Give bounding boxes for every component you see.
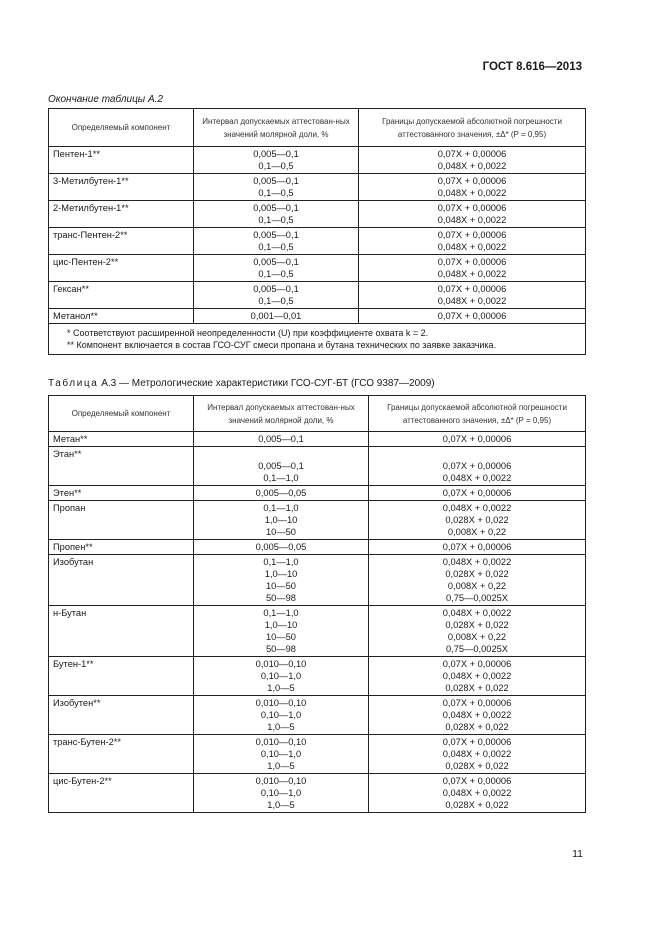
- error-cell: [369, 555, 586, 606]
- component-name: 3-Метилбутен-1**: [53, 176, 129, 186]
- interval-value: 0,005—0,1: [253, 230, 299, 240]
- error-value: 0,048X + 0,0022: [442, 608, 512, 618]
- error-value: 0,07X + 0,00006: [437, 230, 507, 240]
- interval-value: 0,005—0,1: [253, 203, 299, 213]
- component-name: Пропен**: [53, 542, 93, 552]
- table-row: [49, 696, 586, 735]
- component-name: Гексан**: [53, 284, 89, 294]
- interval-value: 0,010—0,10: [255, 698, 307, 708]
- component-name: цис-Бутен-2**: [53, 776, 112, 786]
- error-value: 0,028X + 0,022: [445, 722, 509, 732]
- table-row: [49, 606, 586, 657]
- interval-value: 0,1—1,0: [263, 503, 299, 513]
- error-value: 0,07X + 0,00006: [442, 488, 512, 498]
- error-value: 0,048X + 0,0022: [442, 503, 512, 513]
- interval-value: 0,1—1,0: [263, 473, 299, 483]
- component-name-cell: [49, 735, 194, 774]
- document-id: ГОСТ 8.616—2013: [482, 61, 582, 73]
- component-name-cell: [49, 606, 194, 657]
- interval-value: 0,10—1,0: [260, 710, 302, 720]
- component-name: транс-Пентен-2**: [53, 230, 128, 240]
- error-value: 0,07X + 0,00006: [437, 149, 507, 159]
- component-name: Этен**: [53, 488, 82, 498]
- interval-value: 0,10—1,0: [260, 749, 302, 759]
- component-name-cell: [49, 282, 194, 309]
- interval-cell: [194, 501, 369, 540]
- table-row: [49, 555, 586, 606]
- error-value: 0,028X + 0,022: [445, 620, 509, 630]
- error-cell: [369, 696, 586, 735]
- interval-cell: [194, 540, 369, 555]
- error-cell: [359, 282, 586, 309]
- notes-row: [49, 324, 586, 355]
- interval-value: 10—50: [266, 581, 296, 591]
- error-cell: [369, 486, 586, 501]
- component-name: цис-Пентен-2**: [53, 257, 119, 267]
- interval-value: 1,0—5: [267, 761, 295, 771]
- interval-value: 10—50: [266, 632, 296, 642]
- footnote: * Соответствуют расширенной неопределенности (U) при коэффициенте охвата k = 2.: [67, 328, 429, 338]
- interval-cell: [194, 606, 369, 657]
- interval-value: 50—98: [266, 644, 296, 654]
- error-value: 0,008X + 0,22: [447, 527, 507, 537]
- interval-value: 0,005—0,1: [253, 149, 299, 159]
- table-row: [49, 309, 586, 324]
- component-name-cell: [49, 174, 194, 201]
- error-cell: [369, 540, 586, 555]
- error-value: 0,07X + 0,00006: [437, 203, 507, 213]
- error-cell: [369, 447, 586, 486]
- table-row: [49, 486, 586, 501]
- error-value: 0,028X + 0,022: [445, 683, 509, 693]
- interval-value: 0,10—1,0: [260, 671, 302, 681]
- component-name-cell: [49, 555, 194, 606]
- table-row: [49, 228, 586, 255]
- error-value: 0,75—0,0025X: [445, 644, 509, 654]
- error-value: 0,07X + 0,00006: [442, 659, 512, 669]
- interval-value: 0,001—0,01: [250, 311, 302, 321]
- table2-caption-prefix: Таблица: [48, 378, 99, 389]
- interval-value: 1,0—5: [267, 683, 295, 693]
- table-row: [49, 501, 586, 540]
- interval-value: 50—98: [266, 593, 296, 603]
- component-name: Бутен-1**: [53, 659, 94, 669]
- error-cell: [359, 174, 586, 201]
- interval-cell: [194, 486, 369, 501]
- error-value: 0,028X + 0,022: [445, 569, 509, 579]
- interval-value: 0,010—0,10: [255, 737, 307, 747]
- error-value: 0,048X + 0,0022: [442, 788, 512, 798]
- component-name-cell: [49, 447, 194, 486]
- column-header-interval: Интервал допускаемых аттестован-ных значений молярной доли, %: [194, 109, 359, 147]
- component-name-cell: [49, 486, 194, 501]
- interval-value: 0,005—0,05: [255, 488, 307, 498]
- column-header-component: Определяемый компонент: [49, 109, 194, 147]
- table-row: [49, 774, 586, 813]
- component-name-cell: [49, 228, 194, 255]
- interval-value: 1,0—10: [264, 569, 298, 579]
- table-header-row: [49, 396, 586, 432]
- footnote: ** Компонент включается в состав ГСО-СУГ смеси пропана и бутана технических по заявке заказчика.: [67, 340, 497, 350]
- error-value: 0,07X + 0,00006: [437, 311, 507, 321]
- component-name-cell: [49, 432, 194, 447]
- component-name: Метан**: [53, 434, 88, 444]
- table-notes: [49, 324, 586, 355]
- table-row: [49, 432, 586, 447]
- error-value: 0,07X + 0,00006: [442, 461, 512, 471]
- table-row: [49, 255, 586, 282]
- error-cell: [359, 228, 586, 255]
- error-cell: [369, 774, 586, 813]
- component-name: Пропан: [53, 503, 86, 513]
- column-header-interval: Интервал допускаемых аттестован-ных значений молярной доли, %: [194, 396, 369, 432]
- component-name: Метанол**: [53, 311, 98, 321]
- interval-value: 1,0—5: [267, 722, 295, 732]
- table-row: [49, 174, 586, 201]
- interval-cell: [194, 696, 369, 735]
- column-header-error: Границы допускаемой абсолютной погрешности аттестованного значения, ±Δ* (P = 0,95): [369, 396, 586, 432]
- error-cell: [359, 147, 586, 174]
- table-row: [49, 147, 586, 174]
- error-cell: [369, 606, 586, 657]
- component-name-cell: [49, 201, 194, 228]
- interval-cell: [194, 228, 359, 255]
- error-value: 0,048X + 0,0022: [437, 161, 507, 171]
- interval-value: 0,005—0,1: [253, 257, 299, 267]
- error-value: 0,048X + 0,0022: [442, 710, 512, 720]
- interval-value: 1,0—10: [264, 515, 298, 525]
- interval-cell: [194, 255, 359, 282]
- interval-value: 0,005—0,1: [258, 434, 304, 444]
- error-value: 0,028X + 0,022: [445, 761, 509, 771]
- interval-value: 0,005—0,1: [253, 284, 299, 294]
- error-value: 0,048X + 0,0022: [437, 269, 507, 279]
- interval-value: 0,1—1,0: [263, 557, 299, 567]
- component-name: Пентен-1**: [53, 149, 100, 159]
- table-row: [49, 540, 586, 555]
- component-name: Изобутен**: [53, 698, 101, 708]
- interval-value: 1,0—5: [267, 800, 295, 810]
- error-value: 0,048X + 0,0022: [442, 749, 512, 759]
- interval-cell: [194, 555, 369, 606]
- error-value: 0,75—0,0025X: [445, 593, 509, 603]
- interval-value: 0,1—0,5: [258, 269, 294, 279]
- component-name-cell: [49, 147, 194, 174]
- error-value: 0,048X + 0,0022: [442, 671, 512, 681]
- interval-value: 0,005—0,05: [255, 542, 307, 552]
- interval-cell: [194, 657, 369, 696]
- component-name-cell: [49, 657, 194, 696]
- error-value: 0,028X + 0,022: [445, 515, 509, 525]
- component-name-cell: [49, 501, 194, 540]
- interval-cell: [194, 735, 369, 774]
- component-name: 2-Метилбутен-1**: [53, 203, 129, 213]
- interval-cell: [194, 174, 359, 201]
- component-name-cell: [49, 309, 194, 324]
- error-value: 0,07X + 0,00006: [437, 176, 507, 186]
- interval-cell: [194, 309, 359, 324]
- error-cell: [359, 309, 586, 324]
- component-name: Изобутан: [53, 557, 94, 567]
- error-cell: [369, 501, 586, 540]
- interval-value: [198, 448, 364, 460]
- error-cell: [369, 735, 586, 774]
- component-name-cell: [49, 540, 194, 555]
- error-value: 0,048X + 0,0022: [437, 242, 507, 252]
- page-number: 11: [572, 848, 583, 860]
- interval-cell: [194, 447, 369, 486]
- interval-value: 0,10—1,0: [260, 788, 302, 798]
- error-value: 0,008X + 0,22: [447, 581, 507, 591]
- interval-value: 0,1—0,5: [258, 215, 294, 225]
- error-value: 0,048X + 0,0022: [437, 296, 507, 306]
- interval-cell: [194, 432, 369, 447]
- error-value: 0,07X + 0,00006: [437, 284, 507, 294]
- interval-cell: [194, 282, 359, 309]
- error-value: 0,048X + 0,0022: [437, 215, 507, 225]
- component-name-cell: [49, 696, 194, 735]
- component-name: транс-Бутен-2**: [53, 737, 121, 747]
- interval-cell: [194, 201, 359, 228]
- error-cell: [369, 432, 586, 447]
- error-value: 0,048X + 0,0022: [442, 557, 512, 567]
- interval-value: 10—50: [266, 527, 296, 537]
- error-cell: [359, 201, 586, 228]
- component-name: н-Бутан: [53, 608, 87, 618]
- interval-cell: [194, 774, 369, 813]
- error-value: 0,048X + 0,0022: [437, 188, 507, 198]
- error-value: 0,07X + 0,00006: [442, 737, 512, 747]
- error-value: 0,07X + 0,00006: [442, 776, 512, 786]
- component-name-cell: [49, 255, 194, 282]
- error-value: 0,028X + 0,022: [445, 800, 509, 810]
- error-value: 0,008X + 0,22: [447, 632, 507, 642]
- error-value: 0,07X + 0,00006: [442, 542, 512, 552]
- column-header-component: Определяемый компонент: [49, 396, 194, 432]
- table2-caption: [48, 378, 435, 389]
- interval-value: 0,1—0,5: [258, 161, 294, 171]
- table-a3: [48, 395, 586, 813]
- table-row: [49, 447, 586, 486]
- table-row: [49, 657, 586, 696]
- interval-value: 0,1—0,5: [258, 188, 294, 198]
- error-value: 0,07X + 0,00006: [442, 698, 512, 708]
- component-name: Этан**: [53, 449, 82, 459]
- interval-value: 0,005—0,1: [258, 461, 304, 471]
- error-value: 0,07X + 0,00006: [437, 257, 507, 267]
- error-cell: [369, 657, 586, 696]
- interval-value: 0,1—0,5: [258, 296, 294, 306]
- table1-caption: Окончание таблицы А.2: [48, 94, 163, 105]
- table-row: [49, 735, 586, 774]
- interval-value: 0,005—0,1: [253, 176, 299, 186]
- interval-value: 1,0—10: [264, 620, 298, 630]
- component-name-cell: [49, 774, 194, 813]
- interval-value: 0,1—1,0: [263, 608, 299, 618]
- table-row: [49, 282, 586, 309]
- interval-cell: [194, 147, 359, 174]
- error-value: 0,048X + 0,0022: [442, 473, 512, 483]
- table-row: [49, 201, 586, 228]
- table2-caption-title: А.3 — Метрологические характеристики ГСО-СУГ-БТ (ГСО 9387—2009): [101, 378, 435, 389]
- interval-value: 0,010—0,10: [255, 659, 307, 669]
- table-a2-continuation: [48, 108, 586, 355]
- column-header-error: Границы допускаемой абсолютной погрешности аттестованного значения, ±Δ* (P = 0,95): [359, 109, 586, 147]
- error-value: 0,07X + 0,00006: [442, 434, 512, 444]
- interval-value: 0,1—0,5: [258, 242, 294, 252]
- error-cell: [359, 255, 586, 282]
- interval-value: 0,010—0,10: [255, 776, 307, 786]
- table-header-row: [49, 109, 586, 147]
- error-value: [373, 448, 581, 460]
